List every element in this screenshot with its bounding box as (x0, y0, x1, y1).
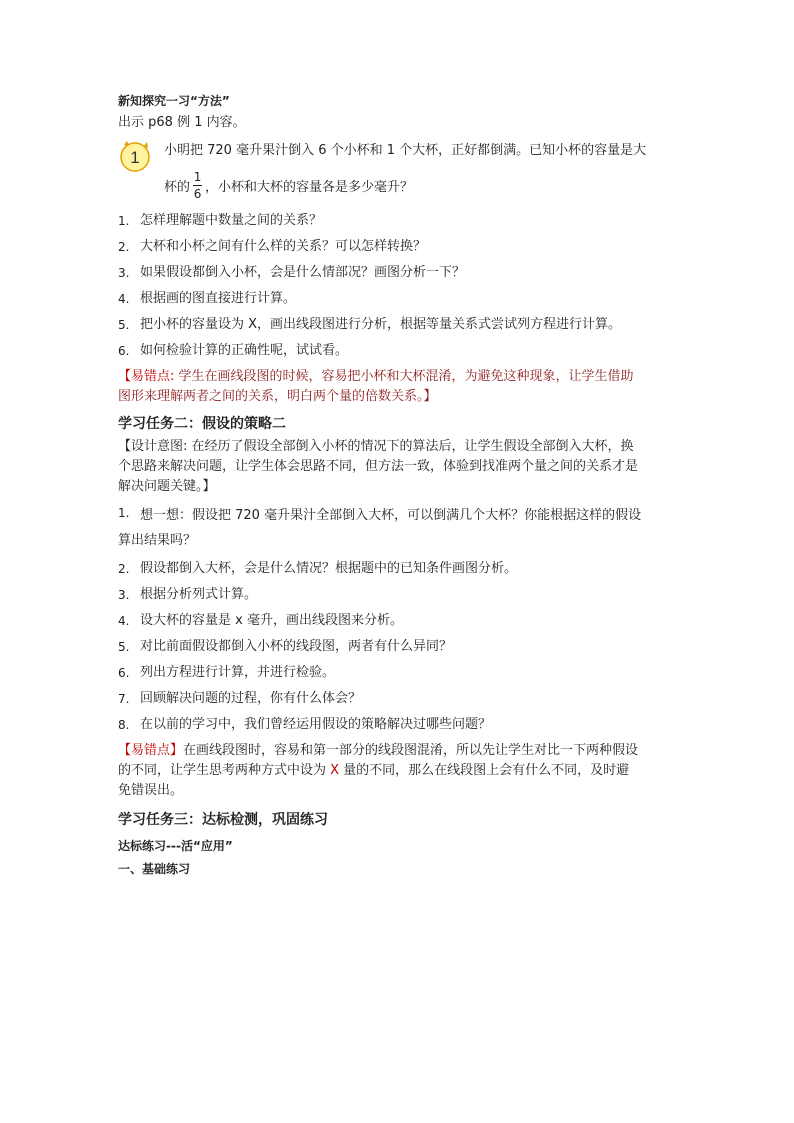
task2-heading: 学习任务二：假设的策略二 (118, 416, 286, 432)
list-item: 1. 想一想：假设把 720 毫升果汁全部倒入大杯，可以倒满几个大杯？你能根据这样的假设 算出结果吗？ (118, 506, 642, 548)
example-number: 1 (130, 148, 140, 167)
design-intent-note (118, 437, 678, 497)
fraction-denominator: 6 (193, 186, 202, 201)
list-item: 7. 回顾解决问题的过程，你有什么体会？ (118, 691, 362, 706)
error-note-2-label: 【易错点】 (118, 743, 184, 758)
list-item: 2. 假设都倒入大杯，会是什么情况？根据题中的已知条件画图分析。 (118, 561, 518, 576)
error-note-2-line-2-after: 量的不同，那么在线段图上会有什么不同，及时避 (339, 763, 630, 778)
error-note-1-label: 【易错点: (118, 369, 175, 384)
design-intent-line-2: 个思路来解决问题，让学生体会思路不同，但方法一致，体验到找准两个量之间的关系才是 (118, 459, 639, 474)
list-item: 6. 如何检验计算的正确性呢，试试看。 (118, 343, 349, 358)
list-item: 5. 对比前面假设都倒入小杯的线段图，两者有什么异同？ (118, 639, 453, 654)
error-note-1-line-1: 学生在画线段图的时候，容易把小杯和大杯混淆，为避免这种现象，让学生借助 (174, 369, 634, 384)
document-page (118, 92, 678, 881)
fraction-one-sixth (193, 170, 202, 201)
example-problem (118, 139, 678, 205)
fraction-numerator: 1 (193, 169, 202, 184)
design-intent-line-1: 【设计意图: 在经历了假设全部倒入小杯的情况下的算法后，让学生假设全部倒入大杯，换 (118, 439, 634, 454)
list-item: 3. 根据分析列式计算。 (118, 587, 258, 602)
list-item: 6. 列出方程进行计算，并进行检验。 (118, 665, 336, 680)
list-item: 2. 大杯和小杯之间有什么样的关系？可以怎样转换？ (118, 239, 427, 254)
example-number-icon (118, 139, 152, 173)
question-list-2 (118, 503, 678, 735)
question-list-1 (118, 211, 678, 361)
error-note-2-line-2-before: 的不同，让学生思考两种方式中设为 (118, 763, 331, 778)
example-line-2 (164, 167, 413, 203)
section-title-new-knowledge: 新知探究一习“方法” (118, 94, 230, 108)
list-item: 8. 在以前的学习中，我们曾经运用假设的策略解决过哪些问题？ (118, 717, 492, 732)
error-note-1-line-2: 图形来理解两者之间的关系，明白两个量的倍数关系。】 (118, 389, 437, 404)
list-item: 3. 如果假设都倒入小杯，会是什么情部况？画图分析一下？ (118, 265, 466, 280)
task3-heading: 学习任务三：达标检测，巩固练习 (118, 812, 328, 828)
list-item: 4. 设大杯的容量是 x 毫升，画出线段图来分析。 (118, 613, 403, 628)
practice-heading: 达标练习---活“应用” (118, 839, 233, 853)
example-line-2-suffix: ，小杯和大杯的容量各是多少毫升？ (205, 179, 414, 195)
error-note-2-line-3: 免错误出。 (118, 783, 184, 798)
design-intent-line-3: 解决问题关键。】 (118, 479, 216, 494)
error-note-2-line-1: 在画线段图时，容易和第一部分的线段图混淆，所以先让学生对比一下两种假设 (183, 743, 639, 758)
error-note-2-x: X (330, 763, 340, 778)
error-note-2 (118, 741, 678, 801)
list-item: 4. 根据画的图直接进行计算。 (118, 291, 297, 306)
error-note-1 (118, 367, 678, 407)
list-item: 5. 把小杯的容量设为 X，画出线段图进行分析，根据等量关系式尝试列方程进行计算。 (118, 317, 622, 332)
example-line-1: 小明把 720 毫升果汁倒入 6 个小杯和 1 个大杯，正好都倒满。已知小杯的容量是大 (164, 143, 647, 158)
example-line-2-prefix: 杯的 (164, 179, 191, 195)
basic-practice-heading: 一、基础练习 (118, 862, 191, 876)
list-item: 1. 怎样理解题中数量之间的关系？ (118, 213, 323, 228)
show-content-line: 出示 p68 例 1 内容。 (118, 115, 246, 130)
